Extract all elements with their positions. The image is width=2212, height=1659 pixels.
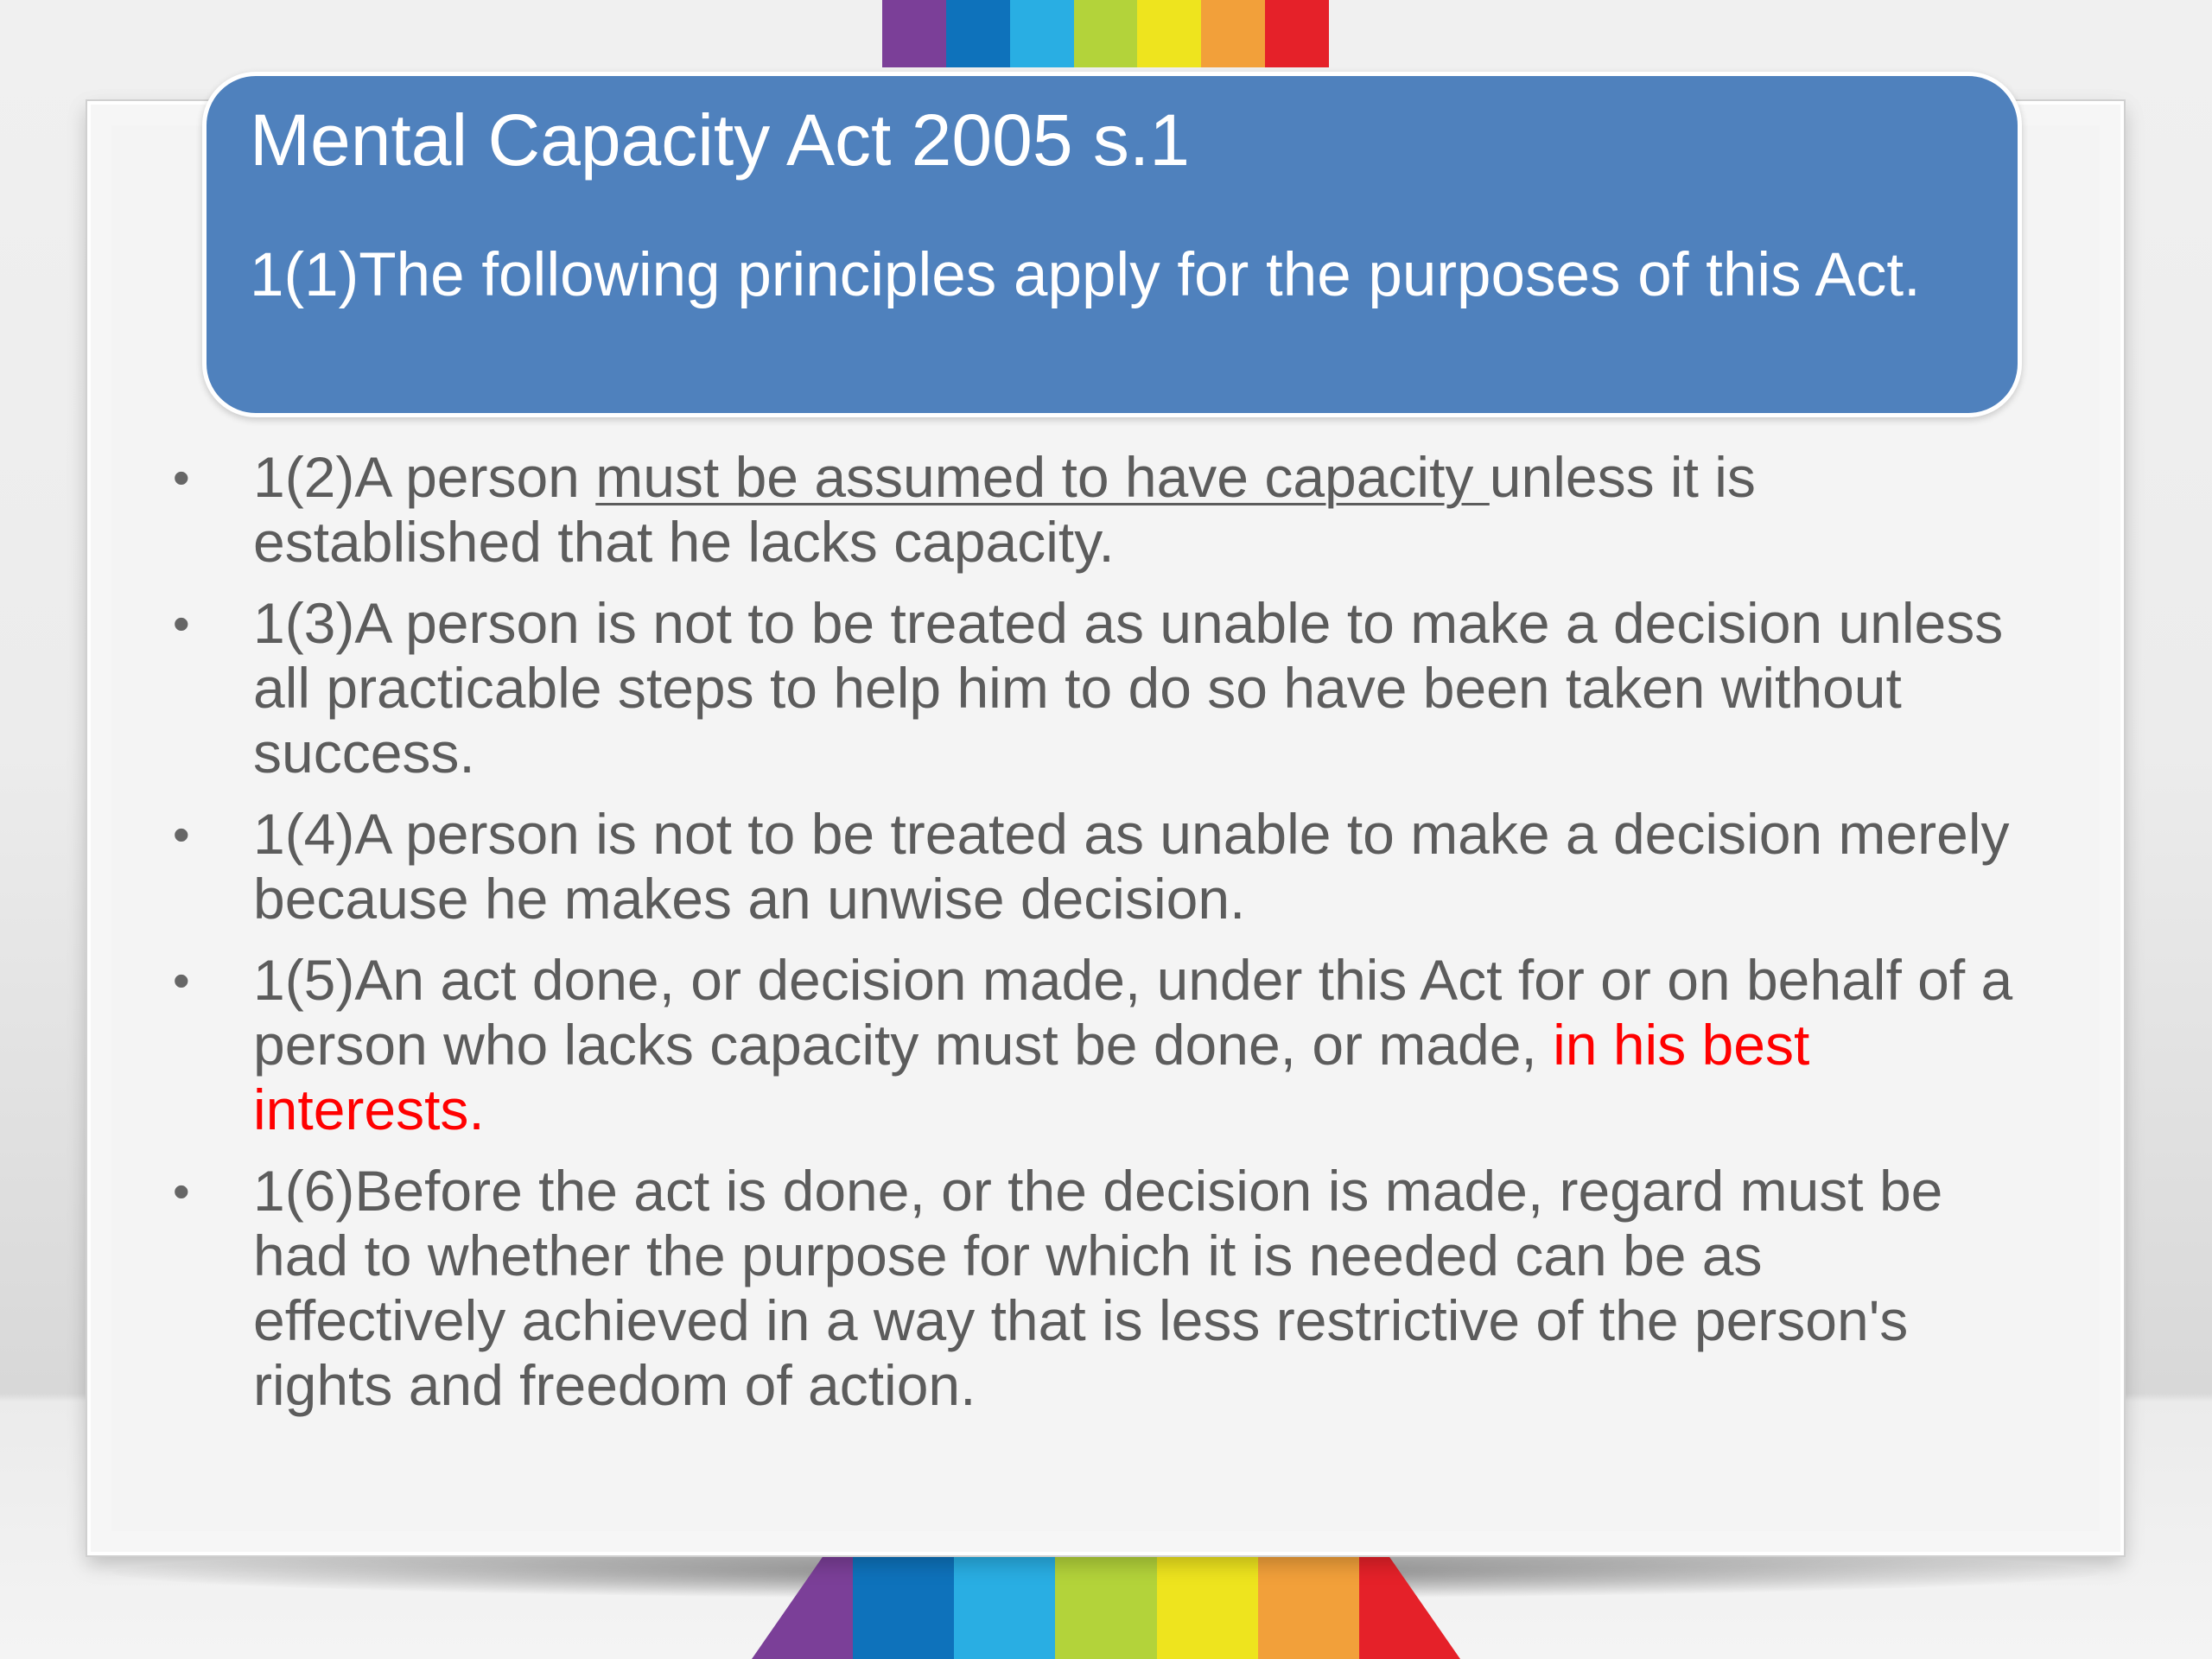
bullet-text: 1(6)Before the act is done, or the decision is made, regard must be had to whether the purpose for which it is needed can be as effectively achieved in a way that is less restrictive of the person's rights and freedom of action.: [253, 1159, 1943, 1417]
rainbow-stripe: [1258, 1547, 1359, 1659]
rainbow-stripe: [882, 0, 946, 67]
bullet-text: 1(3)A person is not to be treated as unable to make a decision unless all practicable steps to help him to do so have been taken without success.: [253, 591, 2004, 785]
rainbow-stripe: [1137, 0, 1201, 67]
bullet-item-1-6: [164, 1159, 2031, 1418]
bullet-text: 1(4)A person is not to be treated as unable to make a decision merely because he makes an unwise decision.: [253, 802, 2010, 931]
bullet-text: unless it is established that he lacks capacity.: [253, 445, 1756, 574]
bullet-item-1-3: [164, 591, 2031, 785]
rainbow-stripe: [1074, 0, 1138, 67]
rainbow-stripe: [1010, 0, 1074, 67]
rainbow-stripe: [946, 0, 1010, 67]
rainbow-stripe: [1055, 1547, 1156, 1659]
bullet-list: [164, 445, 2031, 1434]
bullet-dot-icon: •: [173, 596, 190, 651]
rainbow-stripe: [954, 1547, 1055, 1659]
bullet-item-1-4: [164, 802, 2031, 931]
bullet-text: 1(5)An act done, or decision made, under this Act for or on behalf of a person who lacks capacity must be done, or made,: [253, 948, 2013, 1077]
bullet-underlined-text: must be assumed to have capacity: [595, 445, 1490, 509]
bullet-dot-icon: •: [173, 450, 190, 505]
rainbow-stripe: [1157, 1547, 1258, 1659]
rainbow-stripes-bottom: [752, 1547, 1460, 1659]
bullet-item-1-5: [164, 948, 2031, 1142]
slide-title: Mental Capacity Act 2005 s.1: [250, 99, 1190, 181]
bullet-dot-icon: •: [173, 953, 190, 1007]
bullet-item-1-2: [164, 445, 2031, 575]
rainbow-stripe: [853, 1547, 954, 1659]
rainbow-stripe: [1201, 0, 1265, 67]
rainbow-stripe: [1265, 0, 1329, 67]
bullet-dot-icon: •: [173, 1164, 190, 1218]
slide-subtitle: 1(1)The following principles apply for the purposes of this Act.: [250, 241, 1921, 309]
bullet-dot-icon: •: [173, 807, 190, 861]
title-box: [202, 72, 2022, 417]
rainbow-stripes-top: [882, 0, 1329, 67]
bullet-text: 1(2)A person: [253, 445, 596, 509]
bullet-highlighted-text: in his best interests.: [253, 1013, 1810, 1141]
